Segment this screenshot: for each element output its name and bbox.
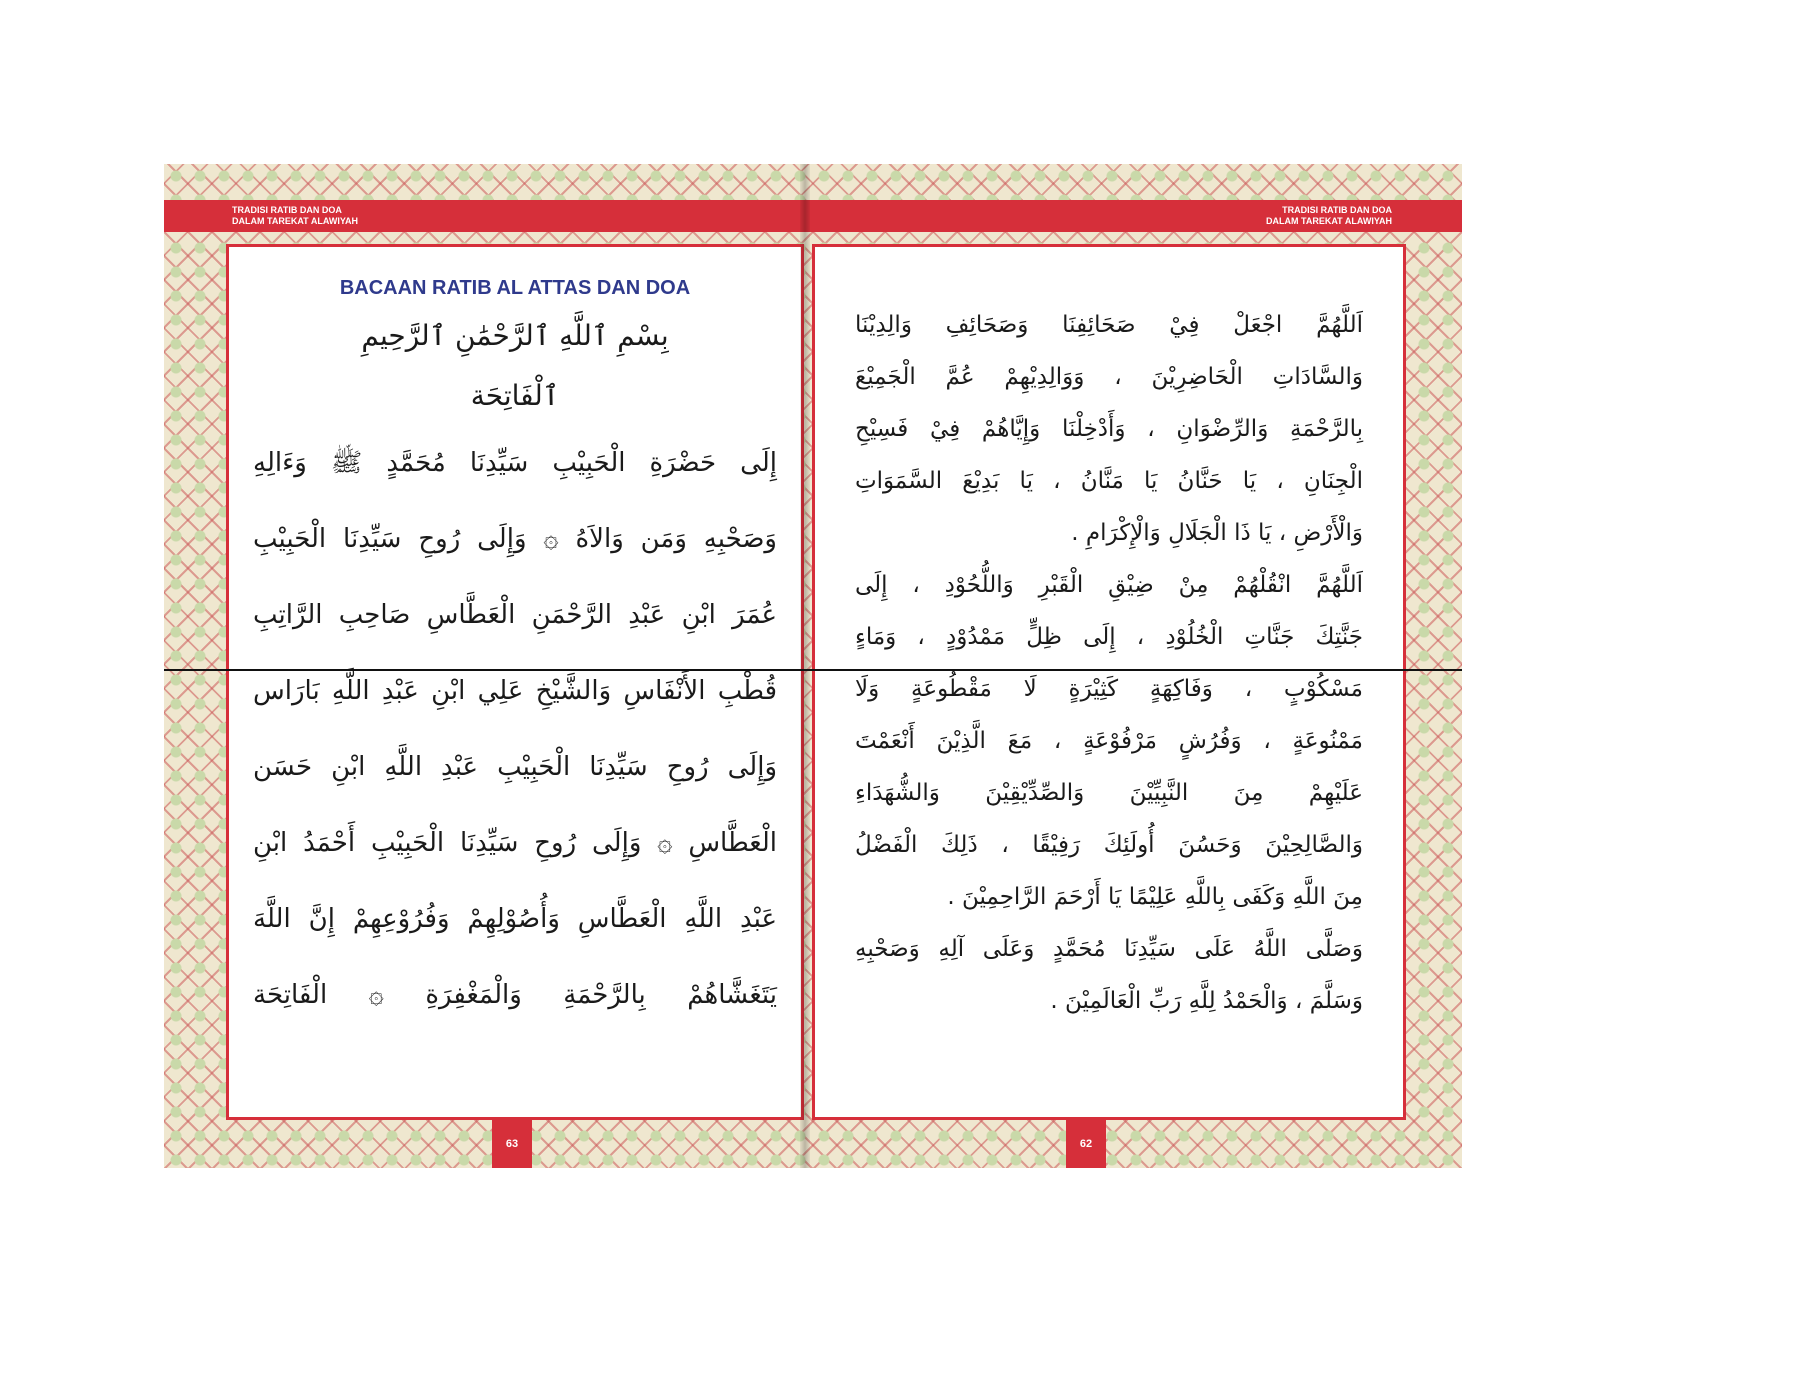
right-page [804,164,1462,1168]
left-text-line: قُطْبِ الأَنْفَاسِ وَالشَّيْخِ عَلِي ابْنِ عَبْدِ اللَّهِ بَارَاس [253,676,777,706]
right-text-line: مِنَ اللَّهِ وَكَفَى بِاللَّهِ عَلِيْمًا يَا أَرْحَمَ الرَّاحِمِيْنَ . [947,884,1363,910]
right-text-line: وَالصَّالِحِيْنَ وَحَسُنَ أُولَئِكَ رَفِيْقًا ، ذَلِكَ الْفَضْلُ [855,832,1363,858]
left-header-band [164,200,804,232]
right-text-line: الْجِنَانِ ، يَا حَنَّانُ يَا مَنَّانُ ، يَا بَدِيْعَ السَّمَوَاتِ [855,468,1363,494]
left-text-frame [226,244,804,1120]
left-text-line: إِلَى حَضْرَةِ الْحَبِيْبِ سَيِّدِنَا مُحَمَّدٍ ﷺ وَءَالِهِ [253,448,777,478]
right-text-block [815,299,1403,1027]
right-text-line: وَصَلَّى اللَّهُ عَلَى سَيِّدِنَا مُحَمَّدٍ وَعَلَى آلِهِ وَصَحْبِهِ [855,936,1363,962]
left-text-line: وَصَحْبِهِ وَمَن وَالاَهُ ۞ وَإِلَى رُوحِ سَيِّدِنَا الْحَبِيْبِ [253,524,777,554]
left-text-line: وَإِلَى رُوحِ سَيِّدِنَا الْحَبِيْبِ عَبْدِ اللَّهِ ابْنِ حَسَن [253,752,777,782]
right-text-line: اَللَّهُمَّ انْقُلْهُمْ مِنْ ضِيْقِ الْقَبْرِ وَاللُّحُوْدِ ، إِلَى [855,572,1363,598]
right-text-line: عَلَيْهِمْ مِنَ النَّبِيِّيْنَ وَالصِّدِّيْقِيْنَ وَالشُّهَدَاءِ [855,780,1363,806]
left-text-line: يَتَغَشَّاهُمْ بِالرَّحْمَةِ وَالْمَغْفِرَةِ ۞ الْفَاتِحَة [253,980,777,1010]
left-text-line: عُمَرَ ابْنِ عَبْدِ الرَّحْمَنِ الْعَطَّاسِ صَاحِبِ الرَّاتِبِ [253,600,777,630]
right-text-frame [812,244,1406,1120]
right-header-line2: DALAM TAREKAT ALAWIYAH [1266,216,1392,226]
right-text-line: مَمْنُوعَةٍ ، وَفُرُشٍ مَرْفُوْعَةٍ ، مَعَ الَّذِيْنَ أَنْعَمْتَ [855,728,1363,754]
fatiha-heading: ٱلْفَاتِحَة [470,379,560,412]
book-spread [164,164,1462,1168]
left-text-block [229,425,801,1033]
right-text-line: وَالسَّادَاتِ الْحَاضِرِيْنَ ، وَوَالِدِيْهِمْ عُمَّ الْجَمِيْعَ [855,364,1363,390]
left-text-line: عَبْدِ اللَّهِ الْعَطَّاسِ وَأُصُوْلِهِمْ وَفُرُوْعِهِمْ إِنَّ اللَّهَ [253,904,777,934]
left-page-number: 63 [492,1120,532,1168]
left-header-line2: DALAM TAREKAT ALAWIYAH [232,216,358,226]
right-page-number: 62 [1066,1120,1106,1168]
left-text-line: الْعَطَّاسِ ۞ وَإِلَى رُوحِ سَيِّدِنَا الْحَبِيْبِ أَحْمَدُ ابْنِ [253,828,777,858]
section-title: BACAAN RATIB AL ATTAS DAN DOA [339,277,691,299]
right-text-line: بِالرَّحْمَةِ وَالرِّضْوَانِ ، وَأَدْخِلْنَا وَإِيَّاهُمْ فِيْ فَسِيْحِ [855,416,1363,442]
left-page [164,164,804,1168]
right-text-line: مَسْكُوْبٍ ، وَفَاكِهَةٍ كَثِيْرَةٍ لَا مَقْطُوعَةٍ وَلَا [855,676,1363,702]
basmala: بِسْمِ ٱللَّهِ ٱلرَّحْمَٰنِ ٱلرَّحِيمِ [361,319,669,352]
right-text-line: وَالْأَرْضِ ، يَا ذَا الْجَلَالِ وَالْإِكْرَامِ . [1071,520,1363,546]
right-header-line1: TRADISI RATIB DAN DOA [1282,205,1392,215]
right-text-line: جَنَّتِكَ جَنَّاتِ الْخُلُوْدِ ، إِلَى ظِلٍّ مَمْدُوْدٍ ، وَمَاءٍ [855,624,1363,650]
left-header-line1: TRADISI RATIB DAN DOA [232,205,342,215]
right-header-band [804,200,1462,232]
right-text-line: وَسَلَّمَ ، وَالْحَمْدُ لِلَّهِ رَبِّ الْعَالَمِيْنَ . [1050,988,1363,1014]
right-text-line: اَللَّهُمَّ اجْعَلْ فِيْ صَحَائِفِنَا وَصَحَائِفِ وَالِدِيْنَا [855,312,1363,338]
book-gutter [800,164,810,1168]
scan-artifact-line [164,669,1462,671]
